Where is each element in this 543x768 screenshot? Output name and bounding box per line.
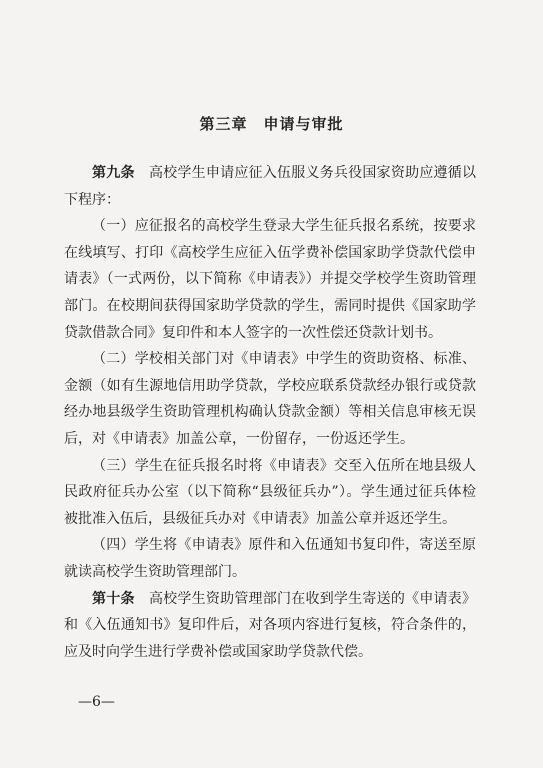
paragraph-text: 高校学生资助管理部门在收到学生寄送的《申请表》和《入伍通知书》复印件后，对各项内容进行复核，符合条件的，应及时向学生进行学费补偿或国家助学贷款代偿。 xyxy=(64,590,477,660)
paragraph-item-4 xyxy=(64,532,476,585)
paragraph-text: （一）应征报名的高校学生登录大学生征兵报名系统，按要求在线填写、打印《高校学生应征入伍学费补偿国家助学贷款代偿申请表》（一式两份，以下简称《申请表》）并提交学校学生资助管理部门。在校期间获得国家助学贷款的学生，需同时提供《国家助学贷款借款合同》复印件和本人签字的一次性偿还贷款计划书。 xyxy=(64,218,476,341)
article-label: 第十条 xyxy=(92,590,135,607)
document-body xyxy=(64,160,476,665)
paragraph-item-1 xyxy=(64,213,476,346)
paragraph-text: （二）学校相关部门对《申请表》中学生的资助资格、标准、金额（如有生源地信用助学贷款，学校应联系贷款经办银行或贷款经办地县级学生资助管理机构确认贷款金额）等相关信息审核无误后，对《申请表》加盖公章，一份留存，一份返还学生。 xyxy=(64,351,476,447)
chapter-title: 申请与审批 xyxy=(263,115,344,133)
paragraph-text: 高校学生申请应征入伍服义务兵役国家资助应遵循以下程序： xyxy=(64,165,477,208)
chapter-number: 第三章 xyxy=(199,115,248,133)
page-number: —6— xyxy=(78,694,115,710)
paragraph-item-2 xyxy=(64,346,476,452)
chapter-heading xyxy=(0,113,543,134)
paragraph-text: （三）学生在征兵报名时将《申请表》交至入伍所在地县级人民政府征兵办公室（以下简称“县级征兵办”）。学生通过征兵体检被批准入伍后，县级征兵办对《申请表》加盖公章并返还学生。 xyxy=(64,457,476,527)
paragraph-text: （四）学生将《申请表》原件和入伍通知书复印件，寄送至原就读高校学生资助管理部门。 xyxy=(64,537,476,580)
article-label: 第九条 xyxy=(92,165,135,181)
paragraph-item-3 xyxy=(64,453,476,533)
paragraph-article-9 xyxy=(64,160,476,213)
paragraph-article-10 xyxy=(64,586,476,666)
